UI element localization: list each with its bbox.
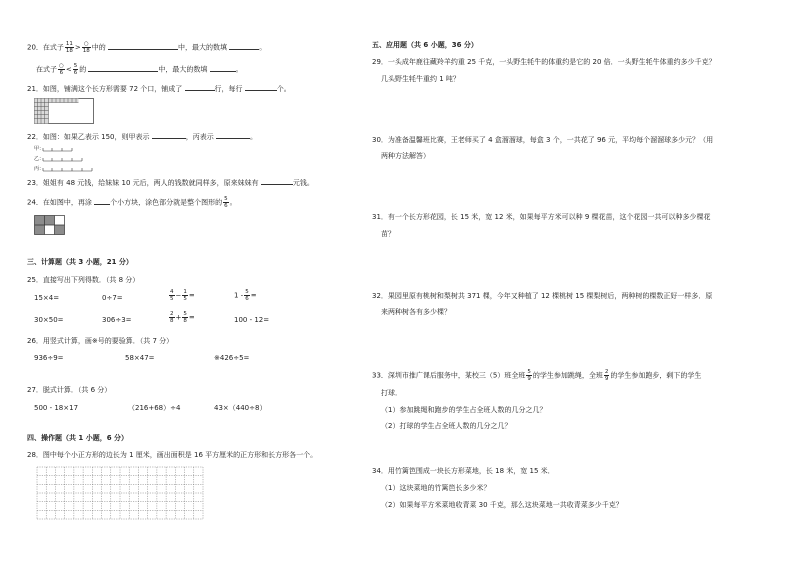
q27-item: 500 - 18×17 (34, 404, 79, 412)
q34-text: 34．用竹篱笆围成一块长方形菜地，长 18 米，宽 15 米． (372, 467, 555, 475)
q33-fraction-2: $\frac{2}{9}$ (604, 369, 609, 382)
answer-blank[interactable] (108, 43, 178, 50)
answer-blank[interactable] (152, 132, 186, 139)
answer-blank[interactable] (245, 84, 277, 91)
q23-text: 23．姐姐有 48 元钱，给妹妹 10 元后，两人的钱数就同样多，原来妹妹有 元钱。 (27, 179, 314, 187)
q26-item: 936÷9= (34, 354, 64, 362)
q29-text: 29．一头成年鹿往藏羚羊约重 25 千克，一头野生牦牛的体重约是它的 20 倍．一头野生牦牛体重约多少千克？ (372, 58, 716, 66)
q34-subquestion-1: （1）这块菜地的竹篱笆长多少米？ (381, 484, 491, 492)
calc-item: 30×50= (34, 316, 64, 324)
q26-item: 58×47= (125, 354, 155, 362)
q28-dot-grid[interactable] (36, 466, 204, 520)
q22-text: 22．如图：如果乙表示 150，则甲表示 ，丙表示 。 (27, 133, 257, 141)
segment-label-jia: 甲： (34, 146, 45, 152)
segment-label-bing: 丙： (34, 166, 45, 172)
q24-grid-figure (34, 215, 66, 235)
segment-label-yi: 乙： (34, 156, 45, 162)
q34-subquestion-2: （2）如果每平方米菜地收青菜 30 千克，那么这块菜地一共收青菜多少千克？ (381, 501, 623, 509)
q20-fraction-3: $\frac{○}{6}$ (59, 63, 64, 76)
calc-item: $\frac{2}{8}$ + $\frac{5}{8}$ = (170, 311, 195, 324)
q27-item: 43×（440÷8） (214, 404, 267, 412)
q30-text: 30．为准备温馨班比赛，王老师买了 4 盒溜溜球，每盒 3 个，一共花了 96 元，平均每个溜溜球多少元？（用 (372, 136, 714, 144)
q33-text-cont: 打球． (381, 389, 402, 397)
calc-item: 0÷7= (102, 294, 123, 302)
q20-fraction-2: $\frac{○}{18}$ (82, 41, 90, 54)
q27-text: 27．脱式计算．（共 6 分） (27, 386, 112, 394)
q24-text: 24．在如图中，再涂 个小方块，涂色部分就是整个图形的 $\frac{5}{6}$ 。 (27, 196, 237, 209)
answer-blank[interactable] (210, 65, 236, 72)
q21-tile-figure (34, 98, 94, 124)
answer-blank[interactable] (94, 198, 110, 205)
q28-text: 28．图中每个小正方形的边长为 1 厘米，画出面积是 16 平方厘米的正方形和长方形各一个。 (27, 451, 318, 459)
segment-bars (42, 145, 102, 175)
q29-text-cont: 几头野生牦牛重约 1 吨？ (381, 75, 460, 83)
answer-blank[interactable] (88, 65, 158, 72)
q33-fraction-1: $\frac{5}{9}$ (527, 369, 531, 382)
answer-blank[interactable] (229, 43, 259, 50)
answer-blank[interactable] (216, 132, 250, 139)
section-4-heading: 四、操作题（共 1 小题，6 分） (27, 434, 129, 442)
section-3-heading: 三、计算题（共 3 小题，21 分） (27, 258, 133, 266)
q21-text: 21．如图，铺满这个长方形需要 72 个口，铺成了 行，每行 个。 (27, 85, 291, 93)
q20-fraction-1: $\frac{11}{18}$ (65, 41, 73, 54)
q20-prefix: 20．在式子 (27, 43, 64, 52)
calc-item: 15×4= (34, 294, 60, 302)
q30-text-cont: 两种方法解答） (381, 152, 430, 160)
calc-item: 1 - $\frac{5}{6}$ = (234, 289, 257, 302)
q33-text: 33．深圳市推广课后服务中，某校三（5）班全班 $\frac{5}{9}$ 的学生参加跳绳，全班 $\frac{2}{9}$ 的学生参加跑步，剩下的学生 (372, 369, 702, 382)
q27-item: （216+68）÷4 (128, 404, 181, 412)
q26-text: 26．用竖式计算，画※号的要验算．（共 7 分） (27, 337, 174, 345)
answer-blank[interactable] (261, 178, 293, 185)
q31-text: 31．有一个长方形花园，长 15 米，宽 12 米，如果每平方米可以种 9 棵花苗，这个花园一共可以种多少棵花 (372, 213, 711, 221)
q24-fraction: $\frac{5}{6}$ (224, 196, 228, 209)
q31-text-cont: 苗？ (381, 230, 395, 238)
q33-subquestion-1: （1）参加跳绳和跑步的学生占全班人数的几分之几？ (381, 406, 547, 414)
q32-text-cont: 来两种树各有多少棵？ (381, 308, 451, 316)
calc-item: 306÷3= (102, 316, 132, 324)
answer-blank[interactable] (185, 84, 215, 91)
q20-line2: 在式子 $\frac{○}{6}$ < $\frac{5}{6}$ 的 中，最大的数填 。 (36, 63, 243, 76)
section-5-heading: 五、应用题（共 6 小题，36 分） (372, 41, 478, 49)
calc-item: 100 - 12= (234, 316, 270, 324)
q20-line1: 20．在式子 $\frac{11}{18}$ > $\frac{○}{18}$ 中的 中，最大的数填 。 (27, 41, 267, 54)
q20-fraction-4: $\frac{5}{6}$ (73, 63, 78, 76)
q26-item: ※426÷5= (214, 354, 250, 362)
q25-text: 25．直接写出下列得数．（共 8 分） (27, 276, 140, 284)
q33-subquestion-2: （2）打球的学生占全班人数的几分之几？ (381, 422, 512, 430)
q32-text: 32．果园里原有桃树和梨树共 371 棵，今年又种植了 12 棵桃树 15 棵梨树后，两种树的棵数正好一样多．原 (372, 292, 713, 300)
calc-item: $\frac{4}{5}$ − $\frac{1}{5}$ = (170, 289, 195, 302)
